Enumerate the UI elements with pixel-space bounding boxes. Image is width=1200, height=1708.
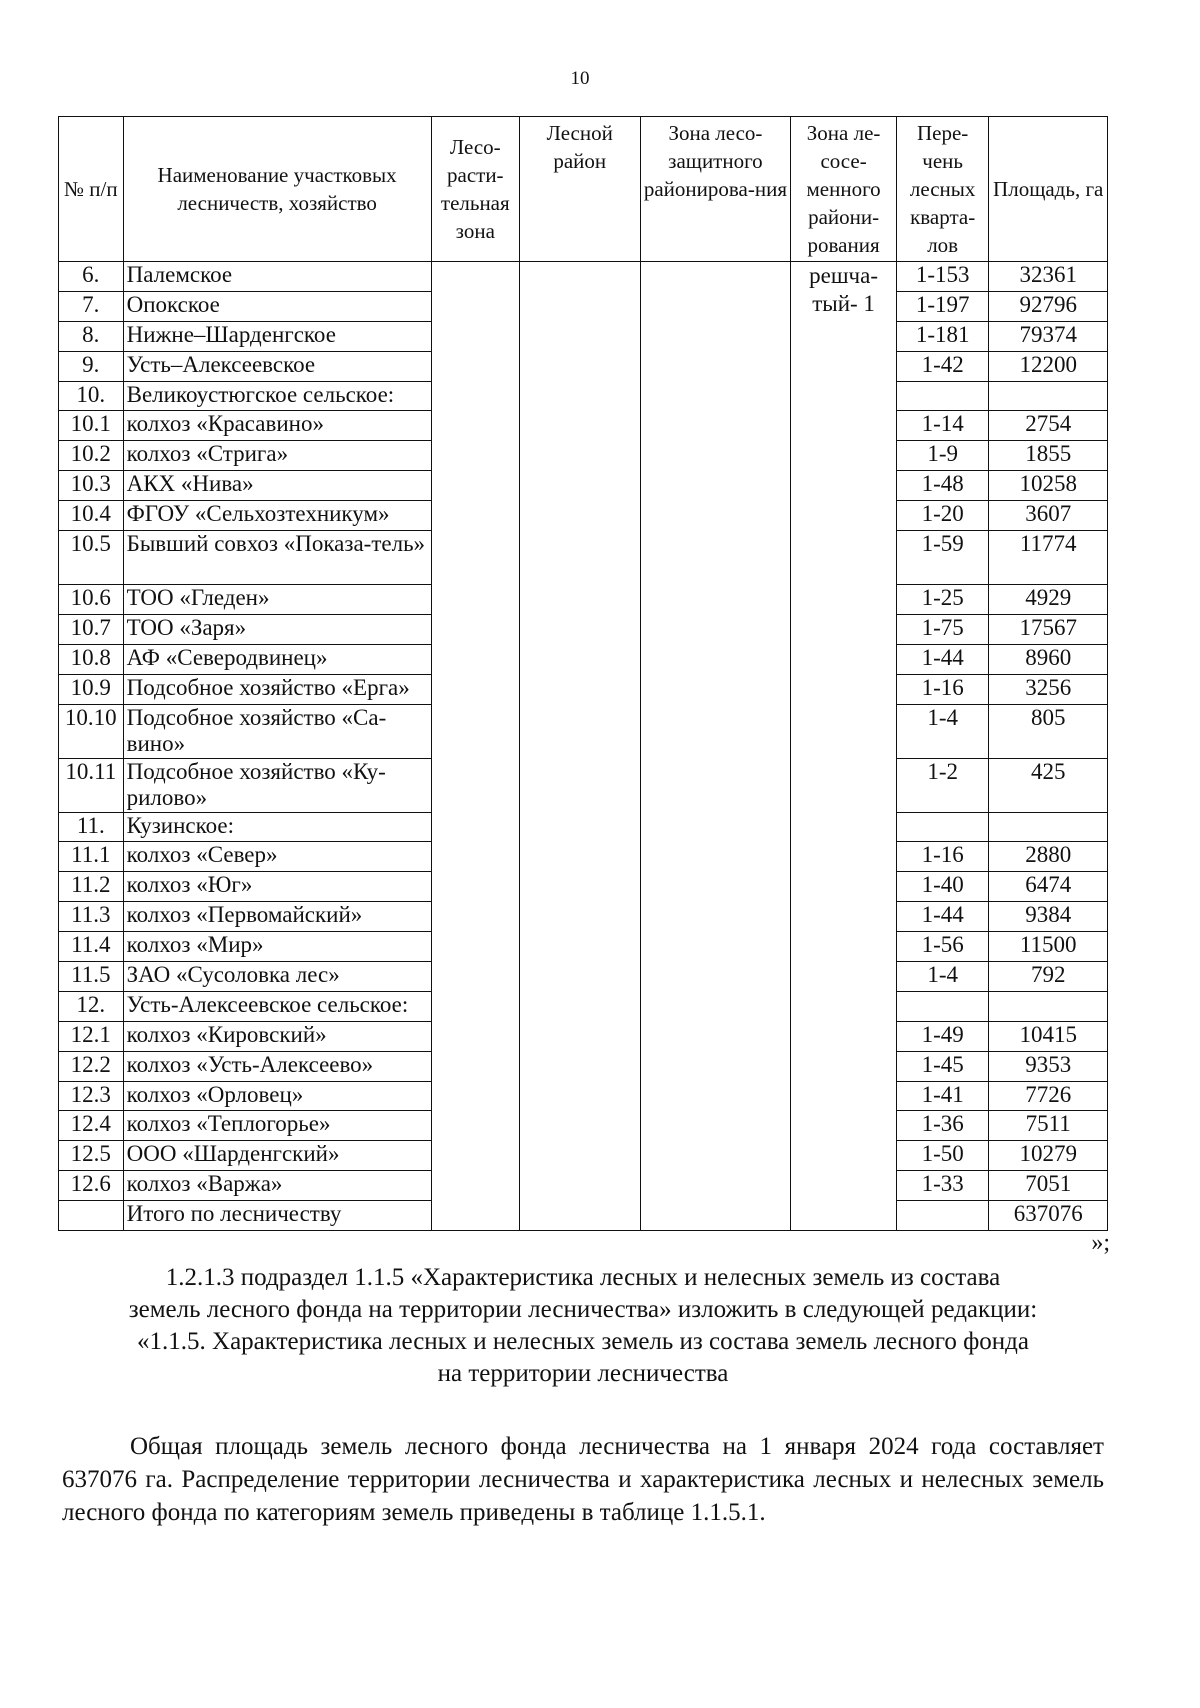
amendment-line-1: 1.2.1.3 подраздел 1.1.5 «Характеристика лесных и нелесных земель из состава <box>165 1264 1001 1291</box>
row-area: 9353 <box>989 1051 1108 1081</box>
row-area: 2754 <box>989 411 1108 441</box>
header-area: Площадь, га <box>989 117 1108 262</box>
row-number: 7. <box>59 291 124 321</box>
row-area: 12200 <box>989 351 1108 381</box>
row-number: 10.7 <box>59 614 124 644</box>
header-protect-zone: Зона лесо-защитного районирова-ния <box>640 117 791 262</box>
row-quarters <box>896 1201 989 1231</box>
row-number: 12.5 <box>59 1141 124 1171</box>
row-quarters: 1-9 <box>896 441 989 471</box>
row-area: 6474 <box>989 872 1108 902</box>
row-area: 4929 <box>989 585 1108 615</box>
row-number: 10.5 <box>59 531 124 585</box>
row-name: колхоз «Первомайский» <box>123 902 431 932</box>
protect-zone-cell <box>640 262 791 1231</box>
row-number: 10.3 <box>59 471 124 501</box>
row-number: 11.1 <box>59 842 124 872</box>
row-quarters: 1-56 <box>896 932 989 962</box>
row-quarters: 1-40 <box>896 872 989 902</box>
row-name: Бывший совхоз «Показа-тель» <box>123 531 431 585</box>
row-name: колхоз «Стрига» <box>123 441 431 471</box>
row-area: 79374 <box>989 321 1108 351</box>
amendment-line-3: «1.1.5. Характеристика лесных и нелесных земель из состава земель лесного фонда <box>137 1328 1029 1355</box>
row-number: 10.2 <box>59 441 124 471</box>
row-area: 3607 <box>989 501 1108 531</box>
row-area: 10279 <box>989 1141 1108 1171</box>
row-name: колхоз «Красавино» <box>123 411 431 441</box>
page-number: 10 <box>570 68 590 89</box>
header-quarters: Пере-чень лесных кварта-лов <box>896 117 989 262</box>
row-quarters: 1-75 <box>896 614 989 644</box>
header-district: Лесной район <box>519 117 640 262</box>
row-number: 9. <box>59 351 124 381</box>
row-number: 11.4 <box>59 932 124 962</box>
row-quarters: 1-4 <box>896 962 989 992</box>
row-area: 1855 <box>989 441 1108 471</box>
row-area: 425 <box>989 758 1108 812</box>
row-number: 12.3 <box>59 1081 124 1111</box>
row-name: ТОО «Гледен» <box>123 585 431 615</box>
row-area: 11774 <box>989 531 1108 585</box>
row-area: 7726 <box>989 1081 1108 1111</box>
row-name: ТОО «Заря» <box>123 614 431 644</box>
table-row <box>59 262 1108 292</box>
row-name: ФГОУ «Сельхозтехникум» <box>123 501 431 531</box>
header-name: Наименование участковых лесничеств, хозяйство <box>123 117 431 262</box>
header-num: № п/п <box>59 117 124 262</box>
row-name: Подсобное хозяйство «Ку-рилово» <box>123 758 431 812</box>
row-name: Кузинское: <box>123 812 431 842</box>
row-quarters: 1-45 <box>896 1051 989 1081</box>
row-name: колхоз «Усть-Алексеево» <box>123 1051 431 1081</box>
row-area: 11500 <box>989 932 1108 962</box>
row-area: 10415 <box>989 1021 1108 1051</box>
row-number: 11. <box>59 812 124 842</box>
row-quarters: 1-44 <box>896 644 989 674</box>
table-body <box>59 262 1108 1231</box>
row-quarters: 1-153 <box>896 262 989 292</box>
row-quarters: 1-197 <box>896 291 989 321</box>
row-quarters: 1-16 <box>896 842 989 872</box>
row-number <box>59 1201 124 1231</box>
row-area: 8960 <box>989 644 1108 674</box>
row-quarters: 1-16 <box>896 674 989 704</box>
row-area: 792 <box>989 962 1108 992</box>
row-area: 7051 <box>989 1171 1108 1201</box>
row-quarters <box>896 381 989 411</box>
row-quarters: 1-48 <box>896 471 989 501</box>
row-area <box>989 991 1108 1021</box>
row-name: колхоз «Юг» <box>123 872 431 902</box>
row-number: 11.5 <box>59 962 124 992</box>
forest-districts-table <box>58 116 1108 1231</box>
header-veg-zone: Лесо-расти-тельная зона <box>431 117 519 262</box>
amendment-line-4: на территории лесничества <box>437 1360 729 1387</box>
row-number: 12.1 <box>59 1021 124 1051</box>
row-quarters: 1-42 <box>896 351 989 381</box>
row-quarters: 1-33 <box>896 1171 989 1201</box>
row-quarters: 1-14 <box>896 411 989 441</box>
row-name: колхоз «Теплогорье» <box>123 1111 431 1141</box>
amendment-line-2: земель лесного фонда на территории лесничества» изложить в следующей редакции: <box>128 1296 1038 1323</box>
row-quarters: 1-49 <box>896 1021 989 1051</box>
row-number: 10.9 <box>59 674 124 704</box>
row-quarters: 1-36 <box>896 1111 989 1141</box>
district-cell <box>519 262 640 1231</box>
seed-zone-cell: решча-тый- 1 <box>791 262 897 1231</box>
row-quarters: 1-59 <box>896 531 989 585</box>
total-area-paragraph: Общая площадь земель лесного фонда лесничества на 1 января 2024 года составляет 637076 га. Распределение территории лесничества и характеристика лесных и нелесных земель лесного фонда по категориям земель приведены в таблице 1.1.5.1. <box>62 1433 1104 1526</box>
row-name: Итого по лесничеству <box>123 1201 431 1231</box>
row-number: 10. <box>59 381 124 411</box>
row-name: Подсобное хозяйство «Са-вино» <box>123 704 431 758</box>
row-number: 10.8 <box>59 644 124 674</box>
row-name: колхоз «Кировский» <box>123 1021 431 1051</box>
row-name: колхоз «Орловец» <box>123 1081 431 1111</box>
row-quarters: 1-44 <box>896 902 989 932</box>
veg-zone-cell <box>431 262 519 1231</box>
row-name: колхоз «Мир» <box>123 932 431 962</box>
row-quarters: 1-2 <box>896 758 989 812</box>
row-name: колхоз «Варжа» <box>123 1171 431 1201</box>
table-header-row <box>59 117 1108 262</box>
row-number: 10.10 <box>59 704 124 758</box>
row-name: Усть-Алексеевское сельское: <box>123 991 431 1021</box>
header-seed-zone: Зона ле-сосе-менного райони-рования <box>791 117 897 262</box>
row-quarters: 1-41 <box>896 1081 989 1111</box>
row-quarters: 1-181 <box>896 321 989 351</box>
row-name: Великоустюгское сельское: <box>123 381 431 411</box>
row-name: АКХ «Нива» <box>123 471 431 501</box>
row-area <box>989 381 1108 411</box>
row-number: 11.2 <box>59 872 124 902</box>
row-name: Опокское <box>123 291 431 321</box>
row-name: Нижне–Шарденгское <box>123 321 431 351</box>
row-area: 17567 <box>989 614 1108 644</box>
row-quarters: 1-4 <box>896 704 989 758</box>
row-area <box>989 812 1108 842</box>
row-name: АФ «Северодвинец» <box>123 644 431 674</box>
row-area: 637076 <box>989 1201 1108 1231</box>
row-quarters <box>896 812 989 842</box>
amendment-paragraph <box>62 1262 1104 1390</box>
row-number: 6. <box>59 262 124 292</box>
row-name: ЗАО «Сусоловка лес» <box>123 962 431 992</box>
row-area: 2880 <box>989 842 1108 872</box>
row-number: 11.3 <box>59 902 124 932</box>
row-number: 8. <box>59 321 124 351</box>
row-quarters: 1-25 <box>896 585 989 615</box>
row-quarters: 1-50 <box>896 1141 989 1171</box>
row-area: 9384 <box>989 902 1108 932</box>
row-number: 12.2 <box>59 1051 124 1081</box>
row-number: 10.11 <box>59 758 124 812</box>
row-area: 7511 <box>989 1111 1108 1141</box>
row-name: колхоз «Север» <box>123 842 431 872</box>
table-closing-quote: »; <box>1091 1230 1110 1256</box>
row-area: 805 <box>989 704 1108 758</box>
row-area: 92796 <box>989 291 1108 321</box>
row-number: 12.6 <box>59 1171 124 1201</box>
row-quarters: 1-20 <box>896 501 989 531</box>
row-number: 10.1 <box>59 411 124 441</box>
row-name: Усть–Алексеевское <box>123 351 431 381</box>
row-name: ООО «Шарденгский» <box>123 1141 431 1171</box>
row-name: Палемское <box>123 262 431 292</box>
row-name: Подсобное хозяйство «Ерга» <box>123 674 431 704</box>
row-area: 3256 <box>989 674 1108 704</box>
row-number: 10.4 <box>59 501 124 531</box>
row-quarters <box>896 991 989 1021</box>
row-area: 32361 <box>989 262 1108 292</box>
row-number: 12. <box>59 991 124 1021</box>
row-number: 12.4 <box>59 1111 124 1141</box>
row-number: 10.6 <box>59 585 124 615</box>
row-area: 10258 <box>989 471 1108 501</box>
